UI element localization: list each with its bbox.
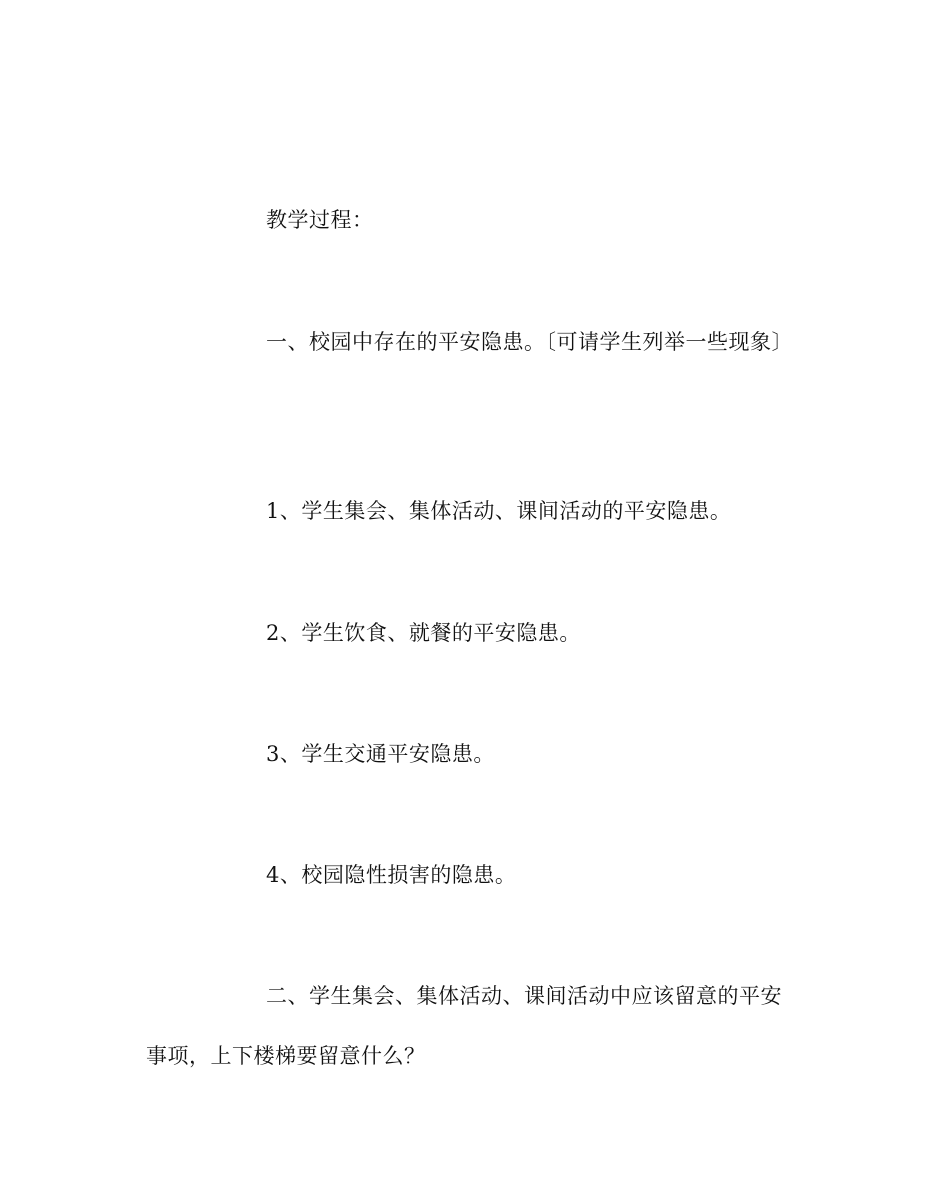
list-item: 2、学生饮食、就餐的平安隐患。 <box>266 621 581 645</box>
process-heading: 教学过程： <box>266 208 374 232</box>
list-item: 1、学生集会、集体活动、课间活动的平安隐患。 <box>266 499 732 523</box>
list-item: 4、校园隐性损害的隐患。 <box>266 863 517 887</box>
list-item: 3、学生交通平安隐患。 <box>266 742 495 766</box>
section-one-paragraph: 一、校园中存在的平安隐患。〔可请学生列举一些现象〕 <box>266 330 793 354</box>
section-two-paragraph: 二、学生集会、集体活动、课间活动中应该留意的平安事项，上下楼梯要留意什么？ <box>146 984 782 1068</box>
